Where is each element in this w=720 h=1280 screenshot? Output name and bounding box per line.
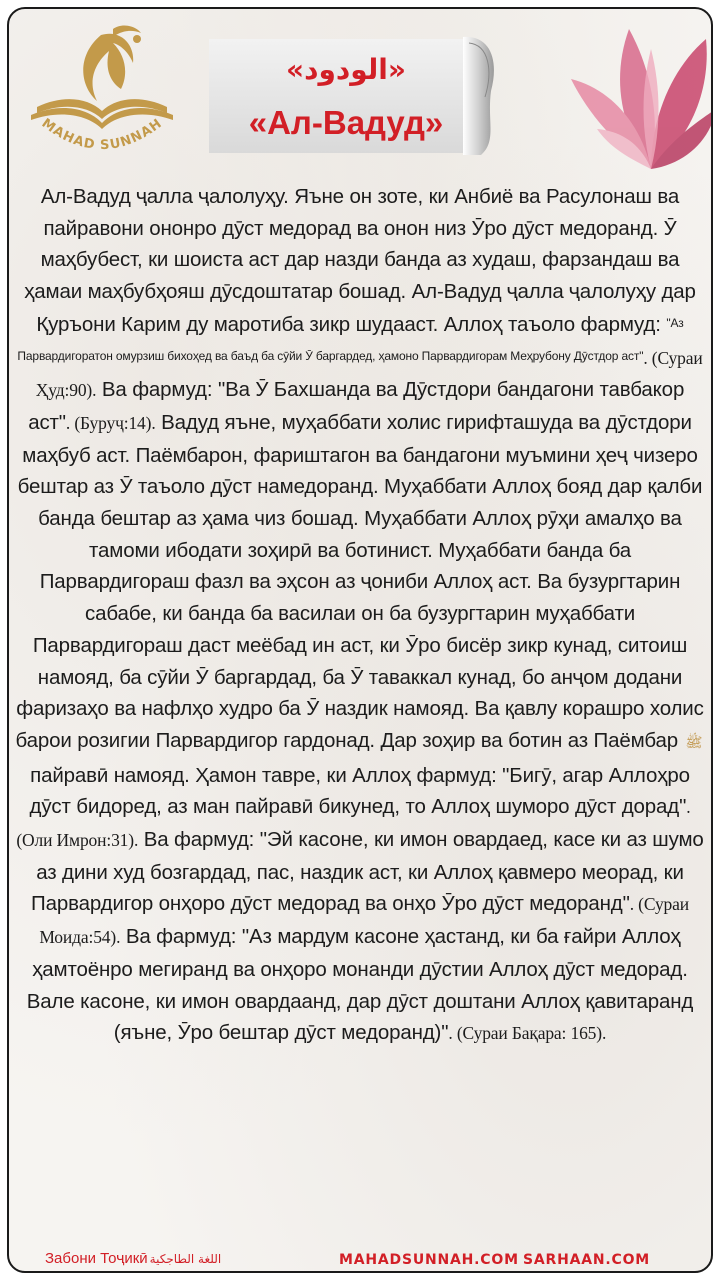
- text-segment: Ва фармуд:: [138, 828, 260, 852]
- reference: . (Сураи Моида:54).: [39, 894, 689, 948]
- quote-segment: "Ва Ӯ Бахшанда ва Дӯстдори бандагони тавбакор аст": [28, 378, 685, 434]
- quote-segment: "Аз Парвардигоратон омурзиш бихоҳед ва баъд ба сӯйи Ӯ баргардед, ҳамоно Парвардигорам Меҳрубону Дӯстдор аст": [17, 315, 684, 363]
- flower-graphic: [501, 9, 711, 184]
- logo-graphic: [17, 15, 187, 165]
- reference: . (Оли Имрон:31).: [16, 797, 691, 851]
- quote-segment: "Аз мардум касоне ҳастанд, ки ба ғайри Аллоҳ ҳамтоёнро мегиранд ва онҳоро монанди дӯстии Аллоҳ дӯст медорад. Вале касоне, ки имон овардаанд, дар дӯст доштани Аллоҳ қавитаранд (яъне, Ӯро бештар дӯст медоранд)": [26, 925, 694, 1045]
- reference: . (Буруҷ:14).: [65, 412, 156, 433]
- language-label: Забони Тоҷикӣ: [45, 1250, 148, 1267]
- title-banner: [201, 31, 501, 157]
- title-cyrillic: «Ал-Вадуд»: [248, 104, 444, 141]
- language-label-arabic: اللغة الطاجكية: [149, 1252, 222, 1266]
- footer-site-mahadsunnah[interactable]: MAHADSUNNAH.COM: [339, 1252, 519, 1268]
- title-arabic: «الودود»: [286, 53, 406, 86]
- quote-segment: "Бигӯ, агар Аллоҳро дӯст бидоред, аз ман пайравӣ бикунед, то Аллоҳ шуморо дӯст дорад": [29, 763, 690, 819]
- footer-language: [45, 1249, 221, 1269]
- reference: . (Сураи Ҳуд:90).: [35, 347, 703, 401]
- svg-text:MAHAD SUNNAH: [39, 116, 166, 153]
- page-frame: [7, 7, 713, 1273]
- article-body: [15, 181, 705, 1050]
- logo-text: MAHAD SUNNAH: [38, 115, 166, 154]
- quote-segment: "Эй касоне, ки имон овардаед, касе ки аз шумо аз дини худ бозгардад, пас, наздик аст, ки Аллоҳ қавмеро меорад, ки Парвардигор онҳоро дӯст медорад ва онҳо Ӯро дӯст медоранд": [31, 828, 704, 916]
- text-segment: Ва фармуд:: [120, 925, 242, 949]
- salawat-symbol-icon: ﷺ: [685, 734, 703, 751]
- text-segment: Ал-Вадуд ҷалла ҷалолуҳу. Яъне он зоте, ки Анбиё ва Расулонаш ва пайравони ононро дӯст медорад ва онон низ Ӯро дӯст медоранд. Ӯ маҳбубест, ки шоиста аст дар назди банда аз худаш, фарзандаш ва ҳамаи маҳбубҳояш дӯсдоштатар бошад. Ал-Вадуд ҷалла ҷалолуҳу дар Қуръони Карим ду маротиба зикр шудааст. Аллоҳ таъоло фармуд:: [24, 185, 696, 336]
- footer-site-sarhaan[interactable]: SARHAAN.COM: [523, 1252, 651, 1268]
- reference: . (Сураи Бақара: 165).: [448, 1023, 607, 1044]
- text-segment: Вадуд яъне, муҳаббати холис гирифташуда ва дӯстдори маҳбуб аст. Паёмбарон, фариштагон ва бандагони муъмини ҳеҷ чизеро бештар аз Ӯ таъоло дӯст намедоранд. Муҳаббати Аллоҳ бояд дар қалби банда бештар аз ҳама чиз бошад. Муҳаббати Аллоҳ рӯҳи амалҳо ва тамоми ибодати зоҳирӣ ва ботинист. Муҳаббати банда ба Парвардигораш фазл ва эҳсон аз ҷониби Аллоҳ аст. Ва бузургтарин сабабе, ки банда ба василаи он ба бузургтарин муҳаббати Парвардигораш даст меёбад ин аст, ки Ӯро бисёр зикр кунад, ситоиш намояд, ба сӯйи Ӯ баргардад, ба Ӯ таваккал кунад, бо анҷом додани фаризаҳо ва нафлҳо худро ба Ӯ наздик намояд. Ва қавлу корашро холис барои розигии Парвардигор гардонад. Дар зоҳир ва ботин аз Паёмбар: [15, 410, 704, 752]
- mahad-sunnah-logo: [17, 15, 187, 165]
- text-segment: Ва фармуд:: [96, 378, 218, 402]
- lotus-flower-decoration: [501, 9, 711, 184]
- text-segment: пайравӣ намояд. Ҳамон тавре, ки Аллоҳ фармуд:: [30, 763, 503, 787]
